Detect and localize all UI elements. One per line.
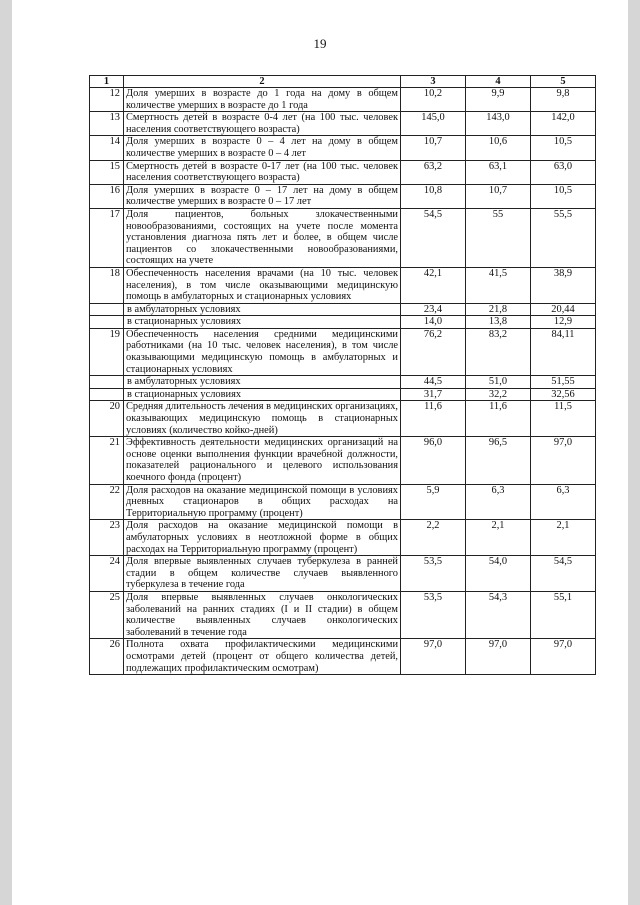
indicator-name: Доля пациентов, больных злокачественными новообразованиями, состоящих на учете после момента установления диагноза пять лет и более, в общем числе пациентов со злокачественными новообразованиями, состоящих на учете xyxy=(124,208,401,267)
table-row xyxy=(90,184,596,208)
table-row xyxy=(90,388,596,401)
value-col-3: 76,2 xyxy=(401,328,466,375)
table-row xyxy=(90,376,596,389)
table-row xyxy=(90,328,596,375)
value-col-5: 51,55 xyxy=(531,376,596,389)
table-row xyxy=(90,88,596,112)
value-col-4: 2,1 xyxy=(466,520,531,556)
row-number: 20 xyxy=(90,401,124,437)
value-col-4: 6,3 xyxy=(466,484,531,520)
value-col-5: 84,11 xyxy=(531,328,596,375)
value-col-3: 96,0 xyxy=(401,437,466,484)
row-number xyxy=(90,376,124,389)
value-col-5: 97,0 xyxy=(531,437,596,484)
table-row xyxy=(90,591,596,638)
value-col-5: 38,9 xyxy=(531,267,596,303)
indicator-name: Доля умерших в возрасте 0 – 17 лет на дому в общем количестве умерших в возрасте 0 – 17 лет xyxy=(124,184,401,208)
value-col-4: 13,8 xyxy=(466,316,531,329)
row-number: 25 xyxy=(90,591,124,638)
indicator-name: Смертность детей в возрасте 0-17 лет (на 100 тыс. человек населения соответствующего возраста) xyxy=(124,160,401,184)
value-col-5: 10,5 xyxy=(531,184,596,208)
indicator-name: Доля умерших в возрасте до 1 года на дому в общем количестве умерших в возрасте до 1 года xyxy=(124,88,401,112)
value-col-5: 20,44 xyxy=(531,303,596,316)
value-col-4: 97,0 xyxy=(466,639,531,675)
value-col-4: 51,0 xyxy=(466,376,531,389)
indicator-name: Средняя длительность лечения в медицинских организациях, оказывающих медицинскую помощь в стационарных условиях (количество койко-дней) xyxy=(124,401,401,437)
header-col-3: 3 xyxy=(401,76,466,88)
value-col-3: 97,0 xyxy=(401,639,466,675)
value-col-3: 31,7 xyxy=(401,388,466,401)
row-number: 12 xyxy=(90,88,124,112)
table-row xyxy=(90,639,596,675)
indicator-name: Полнота охвата профилактическими медицинскими осмотрами детей (процент от общего количества детей, подлежащих профилактическим осмотрам) xyxy=(124,639,401,675)
indicator-name: Обеспеченность населения врачами (на 10 тыс. человек населения), в том числе оказывающими медицинскую помощь в амбулаторных и стационарных условиях xyxy=(124,267,401,303)
row-number: 22 xyxy=(90,484,124,520)
indicator-name: в амбулаторных условиях xyxy=(124,303,401,316)
row-number: 24 xyxy=(90,556,124,592)
value-col-3: 5,9 xyxy=(401,484,466,520)
indicator-name: Смертность детей в возрасте 0-4 лет (на 100 тыс. человек населения соответствующего возраста) xyxy=(124,112,401,136)
value-col-4: 143,0 xyxy=(466,112,531,136)
header-col-5: 5 xyxy=(531,76,596,88)
indicator-name: в амбулаторных условиях xyxy=(124,376,401,389)
value-col-5: 55,1 xyxy=(531,591,596,638)
row-number: 17 xyxy=(90,208,124,267)
indicator-name: Доля расходов на оказание медицинской помощи в условиях дневных стационаров в общих расходах на Территориальную программу (процент) xyxy=(124,484,401,520)
value-col-3: 11,6 xyxy=(401,401,466,437)
value-col-3: 44,5 xyxy=(401,376,466,389)
value-col-4: 21,8 xyxy=(466,303,531,316)
row-number: 16 xyxy=(90,184,124,208)
table-row xyxy=(90,316,596,329)
row-number xyxy=(90,388,124,401)
header-col-1: 1 xyxy=(90,76,124,88)
value-col-4: 11,6 xyxy=(466,401,531,437)
value-col-4: 9,9 xyxy=(466,88,531,112)
value-col-4: 63,1 xyxy=(466,160,531,184)
indicator-name: Доля расходов на оказание медицинской помощи в амбулаторных условиях в неотложной форме в общих расходах на Территориальную программу (процент) xyxy=(124,520,401,556)
row-number: 15 xyxy=(90,160,124,184)
value-col-4: 32,2 xyxy=(466,388,531,401)
value-col-3: 54,5 xyxy=(401,208,466,267)
table-row xyxy=(90,160,596,184)
value-col-3: 145,0 xyxy=(401,112,466,136)
table-header-row xyxy=(90,76,596,88)
value-col-3: 23,4 xyxy=(401,303,466,316)
table-row xyxy=(90,208,596,267)
document-page xyxy=(12,0,628,905)
row-number xyxy=(90,303,124,316)
value-col-3: 10,7 xyxy=(401,136,466,160)
value-col-5: 63,0 xyxy=(531,160,596,184)
header-col-2: 2 xyxy=(124,76,401,88)
value-col-3: 14,0 xyxy=(401,316,466,329)
value-col-4: 55 xyxy=(466,208,531,267)
value-col-5: 9,8 xyxy=(531,88,596,112)
indicator-name: в стационарных условиях xyxy=(124,388,401,401)
page-number: 19 xyxy=(313,36,327,51)
row-number: 18 xyxy=(90,267,124,303)
table-row xyxy=(90,267,596,303)
value-col-5: 6,3 xyxy=(531,484,596,520)
value-col-3: 2,2 xyxy=(401,520,466,556)
indicator-name: Доля умерших в возрасте 0 – 4 лет на дому в общем количестве умерших в возрасте 0 – 4 лет xyxy=(124,136,401,160)
value-col-3: 53,5 xyxy=(401,591,466,638)
row-number: 26 xyxy=(90,639,124,675)
value-col-3: 42,1 xyxy=(401,267,466,303)
value-col-5: 2,1 xyxy=(531,520,596,556)
value-col-5: 97,0 xyxy=(531,639,596,675)
table-row xyxy=(90,136,596,160)
table-row xyxy=(90,556,596,592)
table-row xyxy=(90,112,596,136)
row-number: 21 xyxy=(90,437,124,484)
indicator-name: Эффективность деятельности медицинских организаций на основе оценки выполнения функции врачебной должности, показателей рационального и целевого использования коечного фонда (процент) xyxy=(124,437,401,484)
value-col-3: 53,5 xyxy=(401,556,466,592)
row-number: 19 xyxy=(90,328,124,375)
header-col-4: 4 xyxy=(466,76,531,88)
table-row xyxy=(90,437,596,484)
table-row xyxy=(90,401,596,437)
table-row xyxy=(90,484,596,520)
value-col-3: 63,2 xyxy=(401,160,466,184)
indicator-name: в стационарных условиях xyxy=(124,316,401,329)
table-row xyxy=(90,303,596,316)
table-body xyxy=(90,88,596,675)
value-col-4: 41,5 xyxy=(466,267,531,303)
row-number: 23 xyxy=(90,520,124,556)
value-col-4: 10,7 xyxy=(466,184,531,208)
value-col-4: 10,6 xyxy=(466,136,531,160)
value-col-5: 12,9 xyxy=(531,316,596,329)
value-col-3: 10,2 xyxy=(401,88,466,112)
indicators-table xyxy=(89,75,596,675)
value-col-4: 96,5 xyxy=(466,437,531,484)
value-col-3: 10,8 xyxy=(401,184,466,208)
value-col-5: 32,56 xyxy=(531,388,596,401)
table-row xyxy=(90,520,596,556)
row-number xyxy=(90,316,124,329)
row-number: 13 xyxy=(90,112,124,136)
value-col-4: 54,0 xyxy=(466,556,531,592)
value-col-5: 142,0 xyxy=(531,112,596,136)
indicator-name: Доля впервые выявленных случаев онкологических заболеваний на ранних стадиях (I и II стадии) в общем количестве выявленных случаев онкологических заболеваний в течение года xyxy=(124,591,401,638)
value-col-5: 54,5 xyxy=(531,556,596,592)
value-col-4: 83,2 xyxy=(466,328,531,375)
value-col-5: 11,5 xyxy=(531,401,596,437)
value-col-4: 54,3 xyxy=(466,591,531,638)
row-number: 14 xyxy=(90,136,124,160)
indicator-name: Обеспеченность населения средними медицинскими работниками (на 10 тыс. человек населения), в том числе оказывающими медицинскую помощь в амбулаторных и стационарных условиях xyxy=(124,328,401,375)
value-col-5: 55,5 xyxy=(531,208,596,267)
value-col-5: 10,5 xyxy=(531,136,596,160)
indicator-name: Доля впервые выявленных случаев туберкулеза в ранней стадии в общем количестве случаев выявленного туберкулеза в течение года xyxy=(124,556,401,592)
